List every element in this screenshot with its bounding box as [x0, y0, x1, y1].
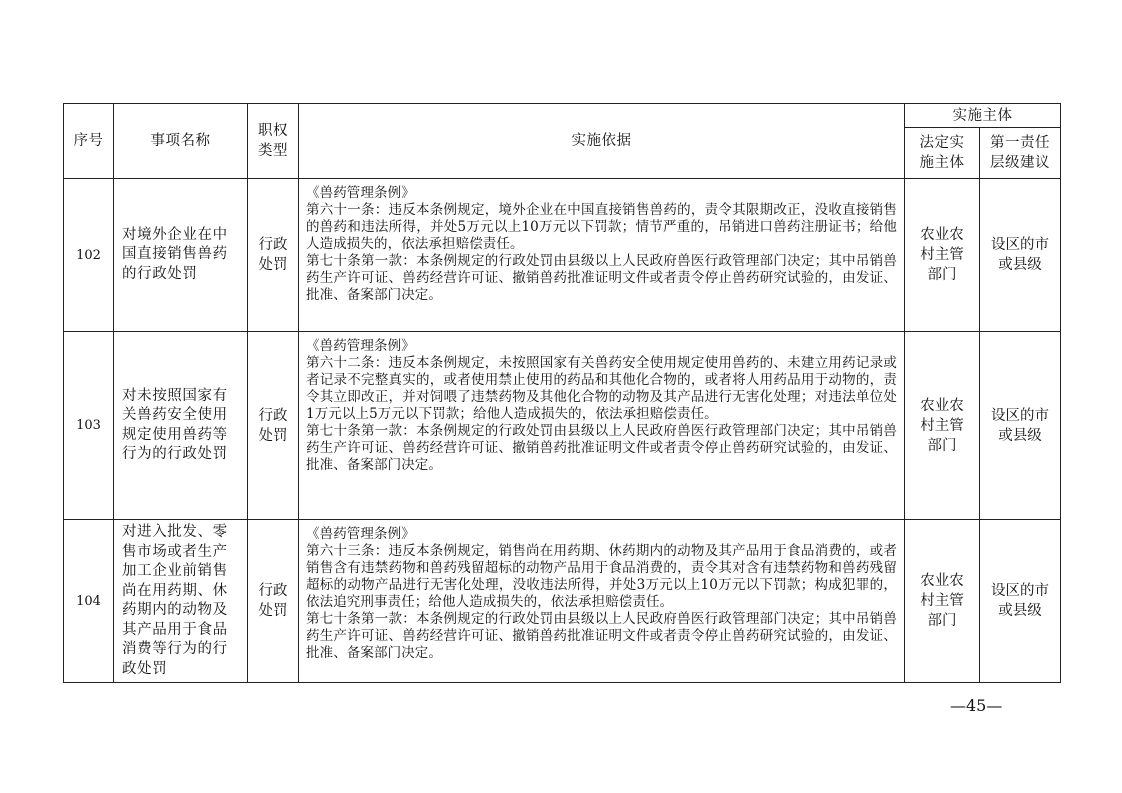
row-subject-text: 农业农村主管部门: [920, 397, 964, 454]
table-row: [64, 332, 1061, 520]
header-subject: [905, 128, 980, 179]
row-type: [248, 179, 299, 332]
basis-article: 第六十二条：违反本条例规定，未按照国家有关兽药安全使用规定使用兽药的、未建立用药记录或者记录不完整真实的，或者使用禁止使用的药品和其他化合物的，或者将人用药品用于动物的，责令其立即改正，并对饲喂了违禁药物及其他化合物的动物及其产品进行无害化处理；对违法单位处1万元以上5万元以下罚款；给他人造成损失的，依法承担赔偿责任。: [306, 355, 897, 422]
row-type: [248, 520, 299, 683]
enforcement-table: [63, 103, 1061, 683]
header-impl: 实施主体: [905, 104, 1061, 128]
row-type-text: 行政处罚: [258, 583, 288, 619]
row-name: 对进入批发、零售市场或者生产加工企业前销售尚在用药期、休药期内的动物及其产品用于食品消费等行为的行政处罚: [114, 520, 248, 683]
row-basis: [299, 520, 905, 683]
page-number: —45—: [950, 696, 1003, 715]
row-type: [248, 332, 299, 520]
header-type: [248, 104, 299, 179]
table-row: [64, 520, 1061, 683]
basis-law-title: 《兽药管理条例》: [306, 185, 415, 201]
row-subject-text: 农业农村主管部门: [920, 573, 964, 629]
row-subject: [905, 520, 980, 683]
row-seq: 103: [64, 332, 114, 520]
basis-law-title: 《兽药管理条例》: [306, 338, 415, 354]
row-level-text: 设区的市或县级: [991, 583, 1049, 619]
header-level: [980, 128, 1061, 179]
basis-article: 第七十条第一款：本条例规定的行政处罚由县级以上人民政府兽医行政管理部门决定；其中吊销兽药生产许可证、兽药经营许可证、撤销兽药批准证明文件或者责令停止兽药研究试验的，由发证、批准、备案部门决定。: [306, 611, 897, 661]
row-subject: [905, 179, 980, 332]
basis-article: 第七十条第一款：本条例规定的行政处罚由县级以上人民政府兽医行政管理部门决定；其中吊销兽药生产许可证、兽药经营许可证、撤销兽药批准证明文件或者责令停止兽药研究试验的，由发证、批准、备案部门决定。: [306, 423, 897, 473]
row-basis: [299, 179, 905, 332]
header-level-text: 第一责任层级建议: [990, 135, 1050, 171]
row-type-text: 行政处罚: [258, 407, 288, 444]
header-seq: 序号: [64, 104, 114, 179]
row-level-text: 设区的市或县级: [991, 407, 1049, 444]
basis-article: 第六十三条：违反本条例规定，销售尚在用药期、休药期内的动物及其产品用于食品消费的，或者销售含有违禁药物和兽药残留超标的动物产品用于食品消费的，责令其对含有违禁药物和兽药残留超标的动物产品进行无害化处理，没收违法所得，并处3万元以上10万元以下罚款；构成犯罪的，依法追究刑事责任；给他人造成损失的，依法承担赔偿责任。: [306, 543, 897, 610]
row-level-text: 设区的市或县级: [991, 237, 1049, 273]
row-name: 对境外企业在中国直接销售兽药的行政处罚: [114, 179, 248, 332]
row-name: 对未按照国家有关兽药安全使用规定使用兽药等行为的行政处罚: [114, 332, 248, 520]
row-subject: [905, 332, 980, 520]
row-subject-text: 农业农村主管部门: [920, 227, 964, 283]
row-level: [980, 179, 1061, 332]
basis-article: 第六十一条：违反本条例规定，境外企业在中国直接销售兽药的，责令其限期改正，没收直接销售的兽药和违法所得，并处5万元以上10万元以下罚款；情节严重的，吊销进口兽药注册证书；给他人造成损失的，依法承担赔偿责任。: [306, 202, 897, 252]
row-type-text: 行政处罚: [258, 237, 288, 273]
basis-law-title: 《兽药管理条例》: [306, 526, 415, 542]
row-seq: 102: [64, 179, 114, 332]
row-seq: 104: [64, 520, 114, 683]
row-level: [980, 332, 1061, 520]
row-basis: [299, 332, 905, 520]
header-name: 事项名称: [114, 104, 248, 179]
table-row: [64, 179, 1061, 332]
basis-article: 第七十条第一款：本条例规定的行政处罚由县级以上人民政府兽医行政管理部门决定；其中吊销兽药生产许可证、兽药经营许可证、撤销兽药批准证明文件或者责令停止兽药研究试验的，由发证、批准、备案部门决定。: [306, 253, 897, 303]
row-level: [980, 520, 1061, 683]
header-type-text: 职权类型: [258, 123, 288, 159]
header-subject-text: 法定实施主体: [919, 135, 965, 171]
header-basis: 实施依据: [299, 104, 905, 179]
